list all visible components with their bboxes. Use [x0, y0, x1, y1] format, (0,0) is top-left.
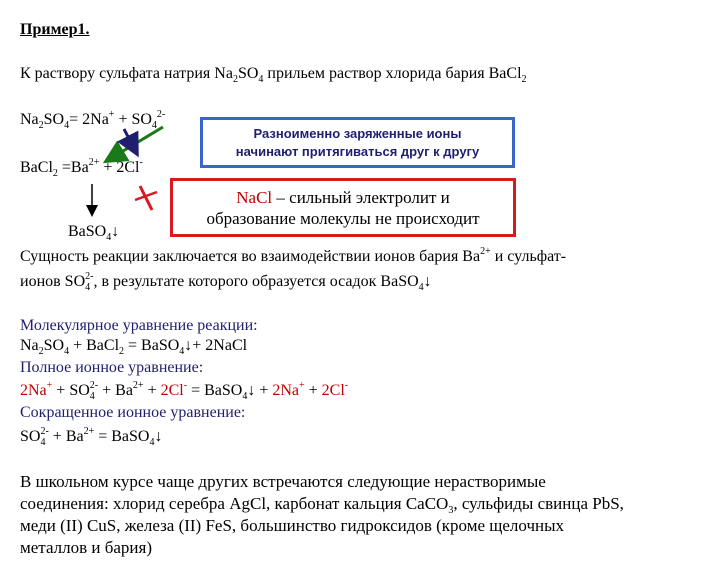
- ions-attraction-callout: Разноименно заряженные ионы начинают притягиваться друг к другу: [200, 117, 515, 168]
- note-line-3: меди (II) CuS, железа (II) FeS, большинство гидроксидов (кроме щелочных: [20, 516, 565, 535]
- short-ionic-equation: $SO_4^{2-} + Ba^{2+}$ = BaSO$_4$↓: [20, 426, 163, 448]
- page-title: Пример1.: [20, 21, 90, 38]
- molecular-equation: $Na_2SO_4$ + BaCl$_2$ = BaSO$_4$↓+ 2NaCl: [20, 337, 248, 357]
- nacl-electrolyte-callout: NaCl – сильный электролит и образование молекулы не происходит: [170, 178, 516, 237]
- full-ionic-heading: Полное ионное уравнение:: [20, 359, 204, 376]
- full-ionic-equation: $2Na^+ + SO_4^{2-} + Ba^{2+} + 2Cl^-$ = BaSO$_4$↓ + 2Na+ + 2Cl-: [20, 380, 349, 402]
- essence-line-2: ионов $SO_4^{2-}$, в результате которого образуется осадок BaSO$_4$↓: [20, 271, 432, 293]
- note-line-4: металлов и бария): [20, 538, 152, 557]
- short-ionic-heading: Сокращенное ионное уравнение:: [20, 404, 246, 421]
- molecular-heading: Молекулярное уравнение реакции:: [20, 317, 258, 334]
- arrow-so4-to-ba: [108, 127, 163, 160]
- essence-line-1: Сущность реакции заключается во взаимодействии ионов бария $Ba^{2+}$ и сульфат-: [20, 246, 567, 265]
- note-line-1: В школьном курсе чаще других встречаются следующие нерастворимые: [20, 472, 546, 491]
- note-line-2: соединения: хлорид серебра AgCl, карбонат кальция CaCO$_3$, сульфиды свинца PbS,: [20, 494, 624, 516]
- dissociation-bacl2: BaCl$_2$ $=Ba^{2+} + 2Cl^-$: [20, 157, 143, 179]
- precipitate-baso4: BaSO$_4$↓: [68, 223, 120, 243]
- intro-line: К раствору сульфата натрия $Na_2SO_4$ прильем раствор хлорида бария BaCl$_2$: [20, 65, 527, 85]
- dissociation-na2so4: $Na_2SO_4= 2Na^+ + SO_4^{2-}$: [20, 109, 166, 131]
